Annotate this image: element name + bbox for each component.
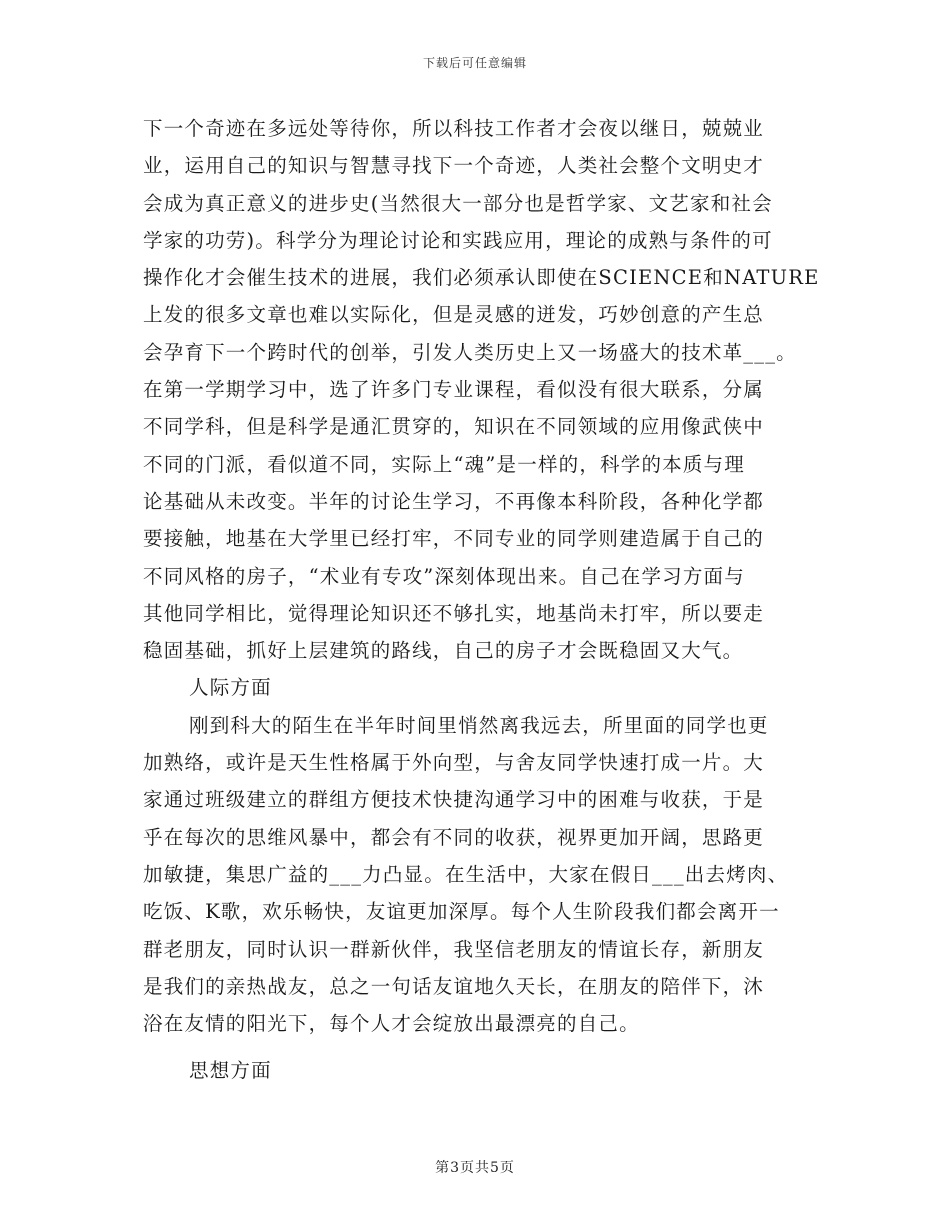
text-line: 下一个奇迹在多远处等待你，所以科技工作者才会夜以继日，兢兢业 — [143, 117, 765, 140]
document-body — [143, 110, 823, 1090]
text-line: 论基础从未改变。半年的讨论生学习，不再像本科阶段，各种化学都 — [143, 489, 765, 513]
text-line: 操作化才会催生技术的进展，我们必须承认即使在SCIENCE和NATURE — [143, 266, 820, 290]
section-heading-interpersonal: 人际方面 — [189, 676, 272, 700]
text-line: 群老朋友，同时认识一群新伙伴，我坚信老朋友的情谊长存，新朋友 — [143, 937, 765, 961]
page-header: 下载后可任意编辑 — [422, 56, 527, 70]
text-line: 在第一学期学习中，选了许多门专业课程，看似没有很大联系，分属 — [143, 378, 765, 402]
text-line: 乎在每次的思维风暴中，都会有不同的收获，视界更加开阔，思路更 — [143, 825, 765, 849]
text-line: 不同的门派，看似道不同，实际上“魂”是一样的，科学的本质与理 — [143, 452, 745, 476]
text-line: 吃饭、K歌，欢乐畅快，友谊更加深厚。每个人生阶段我们都会离开一 — [143, 900, 780, 924]
text-line: 学家的功劳)。科学分为理论讨论和实践应用，理论的成熟与条件的可 — [143, 228, 773, 252]
text-line: 是我们的亲热战友，总之一句话友谊地久天长，在朋友的陪伴下，沐 — [143, 974, 765, 998]
text-line: 加敏捷，集思广益的___力凸显。在生活中，大家在假日___出去烤肉、 — [143, 862, 789, 886]
text-line: 会成为真正意义的进步史(当然很大一部分也是哲学家、文艺家和社会 — [143, 191, 773, 215]
text-line: 稳固基础，抓好上层建筑的路线，自己的房子才会既稳固又大气。 — [143, 639, 744, 663]
text-line: 业，运用自己的知识与智慧寻找下一个奇迹，人类社会整个文明史才 — [143, 154, 765, 178]
text-line: 加熟络，或许是天生性格属于外向型，与舍友同学快速打成一片。大 — [143, 751, 765, 775]
text-line: 家通过班级建立的群组方便技术快捷沟通学习中的困难与收获，于是 — [143, 788, 765, 812]
text-line: 会孕育下一个跨时代的创举，引发人类历史上又一场盛大的技术革___。 — [143, 340, 797, 364]
text-line: 浴在友情的阳光下，每个人才会绽放出最漂亮的自己。 — [143, 1012, 640, 1036]
text-line: 其他同学相比，觉得理论知识还不够扎实，地基尚未打牢，所以要走 — [143, 601, 765, 625]
text-line: 不同学科，但是科学是通汇贯穿的，知识在不同领域的应用像武侠中 — [143, 415, 765, 439]
text-line: 刚到科大的陌生在半年时间里悄然离我远去，所里面的同学也更 — [189, 713, 769, 737]
text-line: 上发的很多文章也难以实际化，但是灵感的迸发，巧妙创意的产生总 — [143, 303, 765, 327]
text-line: 不同风格的房子，“术业有专攻”深刻体现出来。自己在学习方面与 — [143, 564, 745, 588]
page-number: 第3页共5页 — [435, 1160, 515, 1176]
text-line: 要接触，地基在大学里已经打牢，不同专业的同学则建造属于自己的 — [143, 527, 765, 551]
section-heading-thought: 思想方面 — [189, 1059, 272, 1083]
